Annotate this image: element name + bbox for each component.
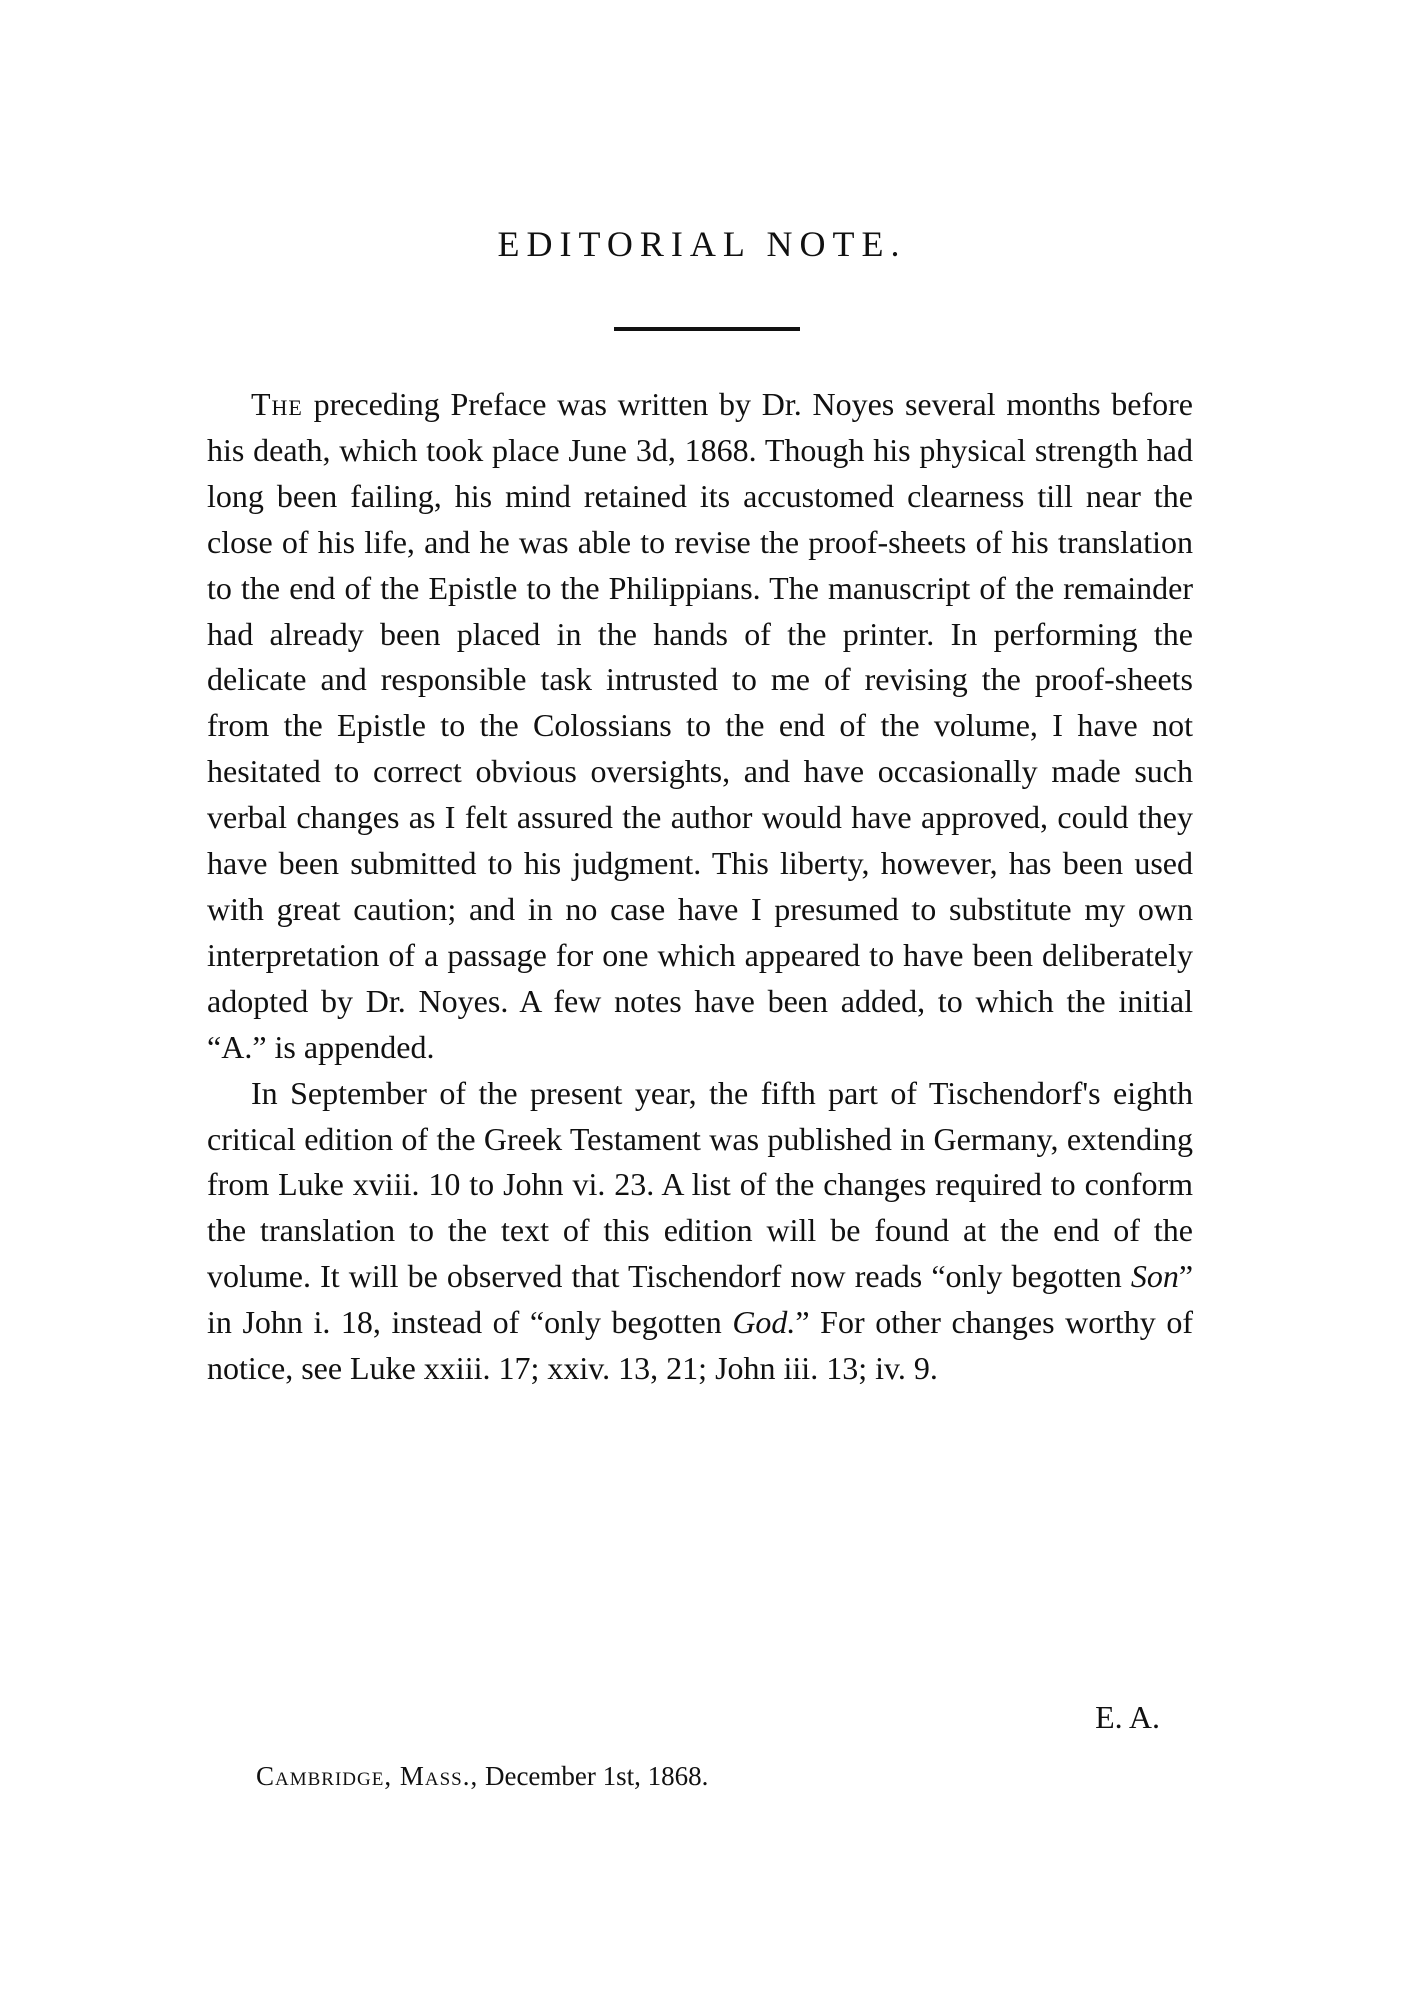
italic-son: Son bbox=[1130, 1258, 1179, 1295]
paragraph-second-text-a: In September of the present year, the fifth part of Tischendorf's eighth critical edition of the Greek Testament was published in Germany, extending from Luke xviii. 10 to John vi. 23. A list of the changes required to conform the translation to the text of this edition will be found at the end of the volume. It will be observed that Tischendorf now reads “only begotten bbox=[207, 1074, 1193, 1295]
paragraph-second bbox=[207, 1071, 1193, 1392]
title-rule-divider bbox=[614, 327, 800, 331]
paragraph-lead-word: The bbox=[251, 386, 303, 422]
paragraph-second-text-c: ” For other changes worthy of notice, see Luke xxiii. 17; xxiv. 13, 21; John iii. 13; iv. 9. bbox=[207, 1304, 1194, 1387]
italic-god: God. bbox=[732, 1304, 796, 1341]
dateline bbox=[256, 1756, 708, 1796]
paragraph-second-text-b: ” in John i. 18, instead of “only begotten bbox=[207, 1258, 1194, 1341]
dateline-place: Cambridge, Mass., bbox=[256, 1761, 479, 1791]
paragraph-first bbox=[207, 382, 1193, 1071]
signature-initials: E. A. bbox=[1095, 1699, 1160, 1735]
dateline-date: December 1st, 1868. bbox=[484, 1761, 709, 1791]
page-title: EDITORIAL NOTE. bbox=[497, 224, 907, 264]
paragraph-first-text: preceding Preface was written by Dr. Noyes several months before his death, which took place June 3d, 1868. Though his physical strength had long been failing, his mind retained its accustomed clearness till near the close of his life, and he was able to revise the proof-sheets of his translation to the end of the Epistle to the Philippians. The manuscript of the remainder had already been placed in the hands of the printer. In performing the delicate and responsible task intrusted to me of revising the proof-sheets from the Epistle to the Colossians to the end of the volume, I have not hesitated to correct obvious oversights, and have occasionally made such verbal changes as I felt assured the author would have approved, could they have been submitted to his judgment. This liberty, however, has been used with great caution; and in no case have I presumed to substitute my own interpretation of a passage for one which appeared to have been deliberately adopted by Dr. Noyes. A few notes have been added, to which the initial “A.” is appended. bbox=[207, 386, 1194, 1065]
editorial-note-body bbox=[207, 382, 1193, 1392]
